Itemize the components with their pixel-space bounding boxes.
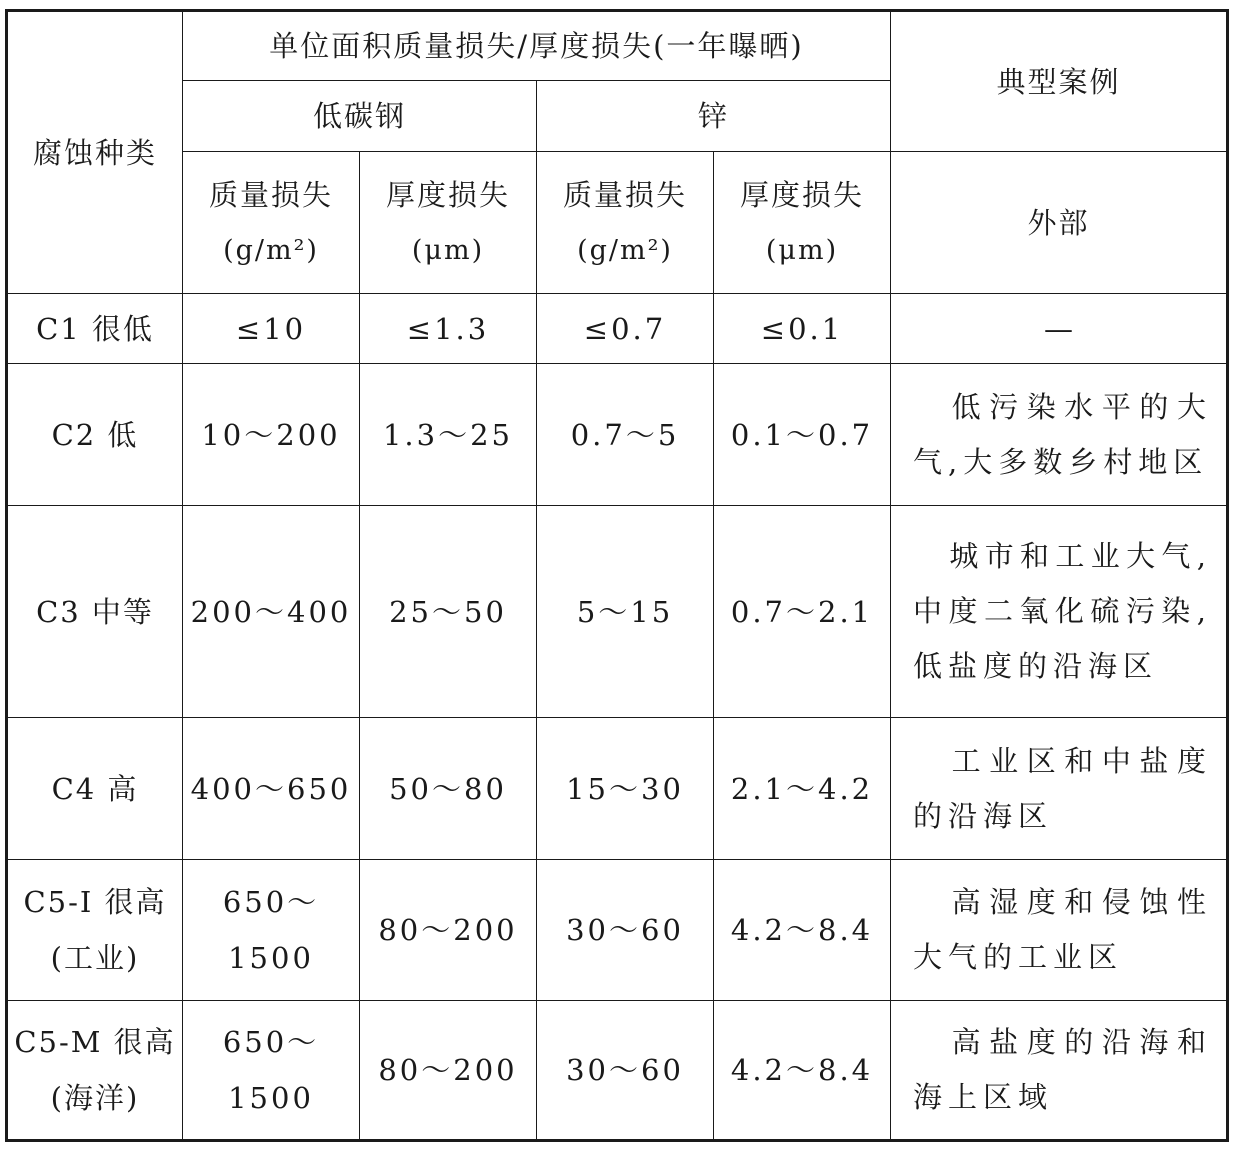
corrosion-category-table (5, 9, 1229, 1142)
header-row-3 (7, 152, 1228, 294)
category-cell (7, 364, 183, 506)
zinc-thickness-cell: 0.7～2.1 (714, 506, 891, 718)
steel-thickness-cell: ≤1.3 (360, 294, 537, 364)
zinc-mass-cell: 30～60 (537, 860, 714, 1001)
category-label: C5-I 很高 (23, 885, 167, 919)
steel-mass-cell: 200～400 (183, 506, 360, 718)
table-row (7, 860, 1228, 1001)
category-sublabel: (海洋) (50, 1081, 140, 1115)
category-cell (7, 506, 183, 718)
header-steel-thickness-loss (360, 152, 537, 294)
table-row (7, 1001, 1228, 1141)
example-text: 低污染水平的大气,大多数乡村地区 (913, 389, 1212, 479)
thickness-unit: (μm) (411, 234, 485, 266)
steel-mass-cell: 10～200 (183, 364, 360, 506)
mass-unit: (g/m²) (223, 234, 319, 266)
example-cell (891, 506, 1228, 718)
steel-thickness-cell: 25～50 (360, 506, 537, 718)
header-low-carbon-steel: 低碳钢 (183, 81, 537, 152)
thickness-unit: (μm) (765, 234, 839, 266)
example-cell (891, 718, 1228, 860)
category-label: C5-M 很高 (14, 1025, 176, 1059)
mass-loss-label: 质量损失 (562, 177, 687, 212)
header-loss-group: 单位面积质量损失/厚度损失(一年曝晒) (183, 11, 891, 81)
header-zinc-thickness-loss (714, 152, 891, 294)
steel-mass-cell: 650～1500 (183, 1001, 360, 1141)
table-row (7, 506, 1228, 718)
steel-mass-cell: 400～650 (183, 718, 360, 860)
example-text: 工业区和中盐度的沿海区 (913, 743, 1212, 833)
example-cell (891, 860, 1228, 1001)
zinc-mass-cell: 30～60 (537, 1001, 714, 1141)
steel-thickness-cell: 50～80 (360, 718, 537, 860)
header-zinc: 锌 (537, 81, 891, 152)
category-cell (7, 1001, 183, 1141)
steel-mass-cell: ≤10 (183, 294, 360, 364)
example-text: 城市和工业大气,中度二氧化硫污染,低盐度的沿海区 (913, 539, 1212, 683)
mass-loss-label: 质量损失 (208, 177, 333, 212)
table-row (7, 718, 1228, 860)
thickness-loss-label: 厚度损失 (385, 177, 510, 212)
zinc-mass-cell: 0.7～5 (537, 364, 714, 506)
zinc-mass-cell: 5～15 (537, 506, 714, 718)
category-cell (7, 718, 183, 860)
example-text: 高盐度的沿海和海上区域 (913, 1025, 1212, 1114)
example-text: 高湿度和侵蚀性大气的工业区 (913, 885, 1212, 974)
category-label: C1 很低 (36, 311, 154, 346)
thickness-loss-label: 厚度损失 (739, 177, 864, 212)
example-cell: — (891, 294, 1228, 364)
header-row-1 (7, 11, 1228, 81)
steel-thickness-cell: 1.3～25 (360, 364, 537, 506)
header-corrosion-type: 腐蚀种类 (7, 11, 183, 294)
zinc-mass-cell: 15～30 (537, 718, 714, 860)
zinc-thickness-cell: 4.2～8.4 (714, 1001, 891, 1141)
example-cell (891, 364, 1228, 506)
example-cell (891, 1001, 1228, 1141)
steel-thickness-cell: 80～200 (360, 1001, 537, 1141)
header-zinc-mass-loss (537, 152, 714, 294)
category-cell (7, 294, 183, 364)
zinc-thickness-cell: 4.2～8.4 (714, 860, 891, 1001)
zinc-thickness-cell: 2.1～4.2 (714, 718, 891, 860)
header-typical-cases: 典型案例 (891, 11, 1228, 152)
table-wrapper (5, 9, 1229, 1142)
category-sublabel: (工业) (50, 941, 140, 975)
header-exterior: 外部 (891, 152, 1228, 294)
category-cell (7, 860, 183, 1001)
category-label: C3 中等 (36, 594, 154, 629)
steel-mass-cell: 650～1500 (183, 860, 360, 1001)
zinc-thickness-cell: 0.1～0.7 (714, 364, 891, 506)
zinc-mass-cell: ≤0.7 (537, 294, 714, 364)
zinc-thickness-cell: ≤0.1 (714, 294, 891, 364)
mass-unit: (g/m²) (577, 234, 673, 266)
table-row (7, 294, 1228, 364)
category-label: C2 低 (51, 417, 139, 452)
header-steel-mass-loss (183, 152, 360, 294)
table-row (7, 364, 1228, 506)
steel-thickness-cell: 80～200 (360, 860, 537, 1001)
category-label: C4 高 (51, 771, 139, 806)
